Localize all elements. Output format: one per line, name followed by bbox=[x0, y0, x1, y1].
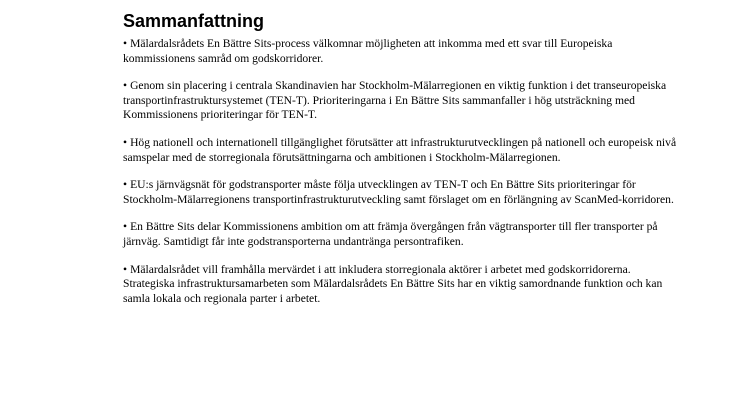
bullet-icon: • bbox=[123, 262, 128, 276]
summary-bullet-6 bbox=[123, 263, 683, 307]
bullet-text: EU:s järnvägsnät för godstransporter måste följa utvecklingen av TEN-T och En Bättre Sits prioriteringar för Stockholm-Mälarregionens transportinfrastrukturutveckling samt förslaget om en förlängning av ScanMed-korridoren. bbox=[123, 178, 674, 206]
bullet-icon: • bbox=[123, 37, 128, 50]
summary-bullet-5 bbox=[123, 220, 683, 249]
summary-bullet-3 bbox=[123, 136, 683, 165]
bullet-text: En Bättre Sits delar Kommissionens ambition om att främja övergången från vägtransporter till fler transporter på järnväg. Samtidigt får inte godstransporterna undantränga persontrafiken. bbox=[123, 220, 658, 248]
summary-bullet-list bbox=[123, 37, 683, 306]
summary-bullet-4 bbox=[123, 178, 683, 207]
document-page bbox=[123, 10, 683, 319]
bullet-icon: • bbox=[123, 79, 128, 93]
bullet-text: Mälardalsrådet vill framhålla mervärdet i att inkludera storregionala aktörer i arbetet med godskorridorerna. Strategiska infrastruktursamarbeten som Mälardalsrådets En Bättre Sits har en viktig samordnande funktion och kan samla lokala och regionala parter i arbetet. bbox=[123, 262, 663, 305]
bullet-text: Mälardalsrådets En Bättre Sits-process välkomnar möjligheten att inkomma med ett svar till Europeiska kommissionens samråd om godskorridorer. bbox=[123, 37, 613, 65]
summary-bullet-2 bbox=[123, 79, 683, 123]
bullet-icon: • bbox=[123, 178, 128, 192]
summary-bullet-1 bbox=[123, 37, 683, 66]
bullet-icon: • bbox=[123, 220, 128, 234]
bullet-text: Hög nationell och internationell tillgänglighet förutsätter att infrastrukturutvecklingen på nationell och europeisk nivå samspelar med de storregionala förutsättningarna och ambitionen i Stockholm-Mälarregionen. bbox=[123, 135, 677, 164]
bullet-text: Genom sin placering i centrala Skandinavien har Stockholm-Mälarregionen en viktig funktion i det transeuropeiska transportinfrastruktursystemet (TEN-T). Prioriteringarna i En Bättre Sits sammanfaller i hög utsträckning med Kommissionens prioriteringar för TEN-T. bbox=[123, 79, 667, 122]
bullet-icon: • bbox=[123, 135, 128, 149]
page-title: Sammanfattning bbox=[123, 11, 265, 31]
